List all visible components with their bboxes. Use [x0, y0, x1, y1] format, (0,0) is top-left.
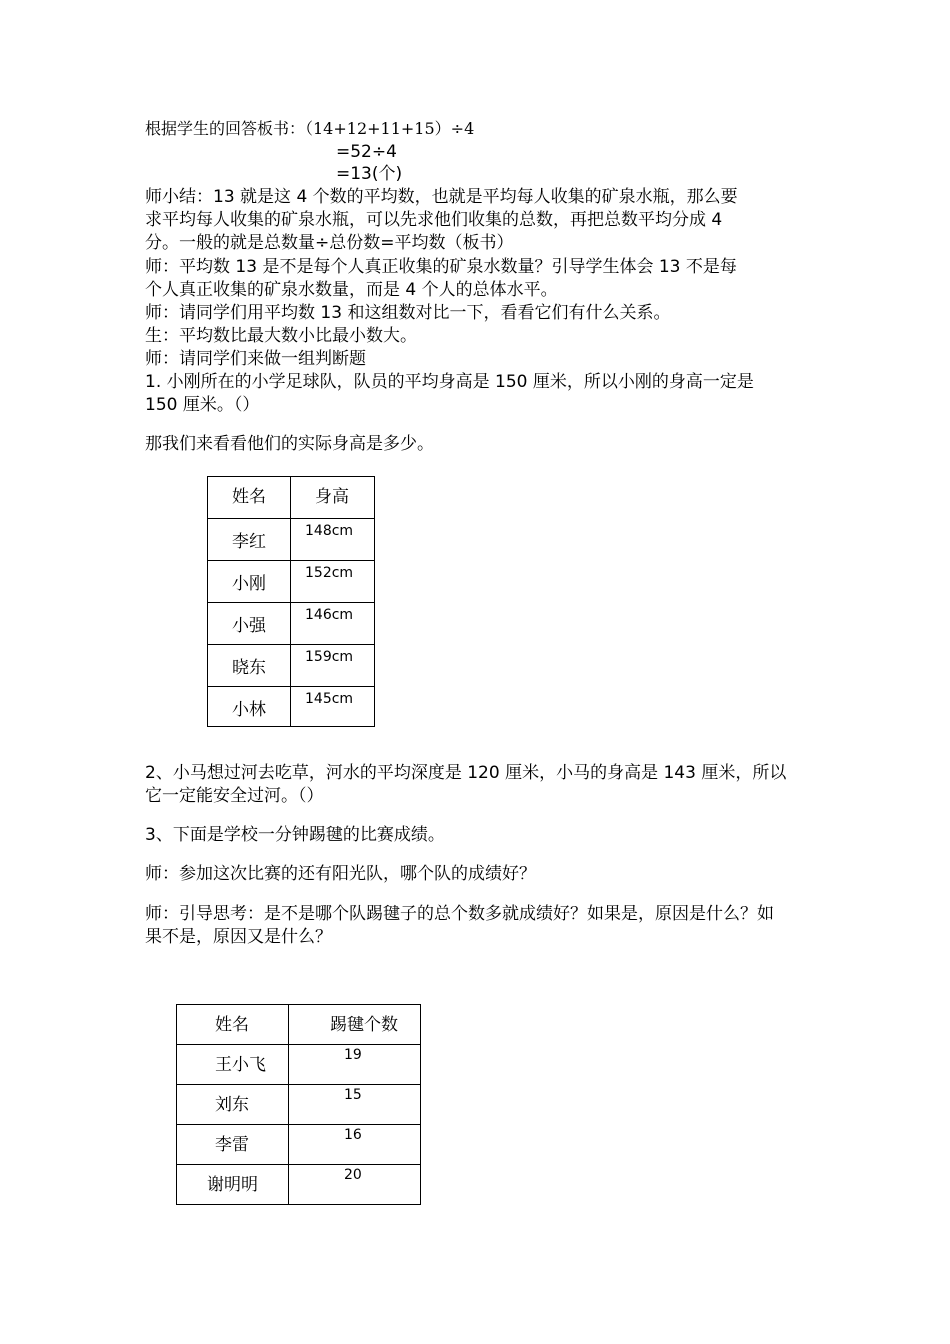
value-cell: 20 — [289, 1165, 421, 1205]
compare-line: 师：请同学们用平均数 13 和这组数对比一下，看看它们有什么关系。 — [145, 303, 671, 323]
kick-table — [176, 1004, 421, 1205]
name-cell: 晓东 — [208, 645, 291, 687]
board-line-1: 根据学生的回答板书：（14+12+11+15）÷4 — [145, 119, 475, 138]
board-line-2: =52÷4 — [336, 142, 397, 162]
table-row — [208, 561, 375, 603]
question-line-1: 师：平均数 13 是不是每个人真正收集的矿泉水数量？引导学生体会 13 不是每 — [145, 257, 737, 277]
judge-line: 师：请同学们来做一组判断题 — [145, 349, 366, 369]
question-line-2: 个人真正收集的矿泉水数量，而是 4 个人的总体水平。 — [145, 280, 558, 300]
value-cell: 15 — [289, 1085, 421, 1125]
name-cell: 李红 — [208, 519, 291, 561]
sun-team-line: 师：参加这次比赛的还有阳光队，哪个队的成绩好？ — [145, 864, 536, 884]
judgement-1-line-2: 150 厘米。（） — [145, 395, 260, 415]
value-cell: 148cm — [291, 519, 375, 561]
table-row — [208, 603, 375, 645]
summary-line-1: 师小结：13 就是这 4 个数的平均数，也就是平均每人收集的矿泉水瓶，那么要 — [145, 187, 738, 207]
name-cell: 李雷 — [177, 1125, 289, 1165]
table-row — [177, 1045, 421, 1085]
value-cell: 16 — [289, 1125, 421, 1165]
table-row — [177, 1125, 421, 1165]
table-header-row — [208, 477, 375, 519]
value-cell: 146cm — [291, 603, 375, 645]
name-cell: 小强 — [208, 603, 291, 645]
board-line-3: =13(个) — [336, 164, 403, 184]
value-cell: 159cm — [291, 645, 375, 687]
table-row — [177, 1085, 421, 1125]
summary-line-2: 求平均每人收集的矿泉水瓶，可以先求他们收集的总数，再把总数平均分成 4 — [145, 210, 723, 230]
judgement-2-line-1: 2、小马想过河去吃草，河水的平均深度是 120 厘米，小马的身高是 143 厘米，所以 — [145, 763, 787, 783]
value-cell: 19 — [289, 1045, 421, 1085]
name-cell: 小刚 — [208, 561, 291, 603]
judgement-3-line: 3、下面是学校一分钟踢毽的比赛成绩。 — [145, 825, 445, 845]
header-cell: 身高 — [291, 477, 375, 519]
name-cell: 刘东 — [177, 1085, 289, 1125]
table-row — [208, 519, 375, 561]
table-row — [177, 1165, 421, 1205]
value-cell: 145cm — [291, 687, 375, 727]
name-cell: 谢明明 — [177, 1165, 289, 1205]
height-table — [207, 476, 375, 727]
look-line: 那我们来看看他们的实际身高是多少。 — [145, 434, 434, 454]
value-cell: 152cm — [291, 561, 375, 603]
table-row — [208, 687, 375, 727]
judgement-1-line-1: 1. 小刚所在的小学足球队，队员的平均身高是 150 厘米，所以小刚的身高一定是 — [145, 372, 754, 392]
header-cell: 姓名 — [177, 1005, 289, 1045]
student-line: 生：平均数比最大数小比最小数大。 — [145, 326, 417, 346]
think-line-1: 师：引导思考：是不是哪个队踢毽子的总个数多就成绩好？如果是，原因是什么？如 — [145, 904, 774, 924]
judgement-2-line-2: 它一定能安全过河。（） — [145, 786, 324, 806]
header-cell: 姓名 — [208, 477, 291, 519]
think-line-2: 果不是，原因又是什么？ — [145, 927, 332, 947]
name-cell: 小林 — [208, 687, 291, 727]
summary-line-3: 分。一般的就是总数量÷总份数=平均数（板书） — [145, 233, 514, 253]
name-cell: 王小飞 — [177, 1045, 289, 1085]
table-row — [208, 645, 375, 687]
header-cell: 踢毽个数 — [289, 1005, 421, 1045]
table-header-row — [177, 1005, 421, 1045]
